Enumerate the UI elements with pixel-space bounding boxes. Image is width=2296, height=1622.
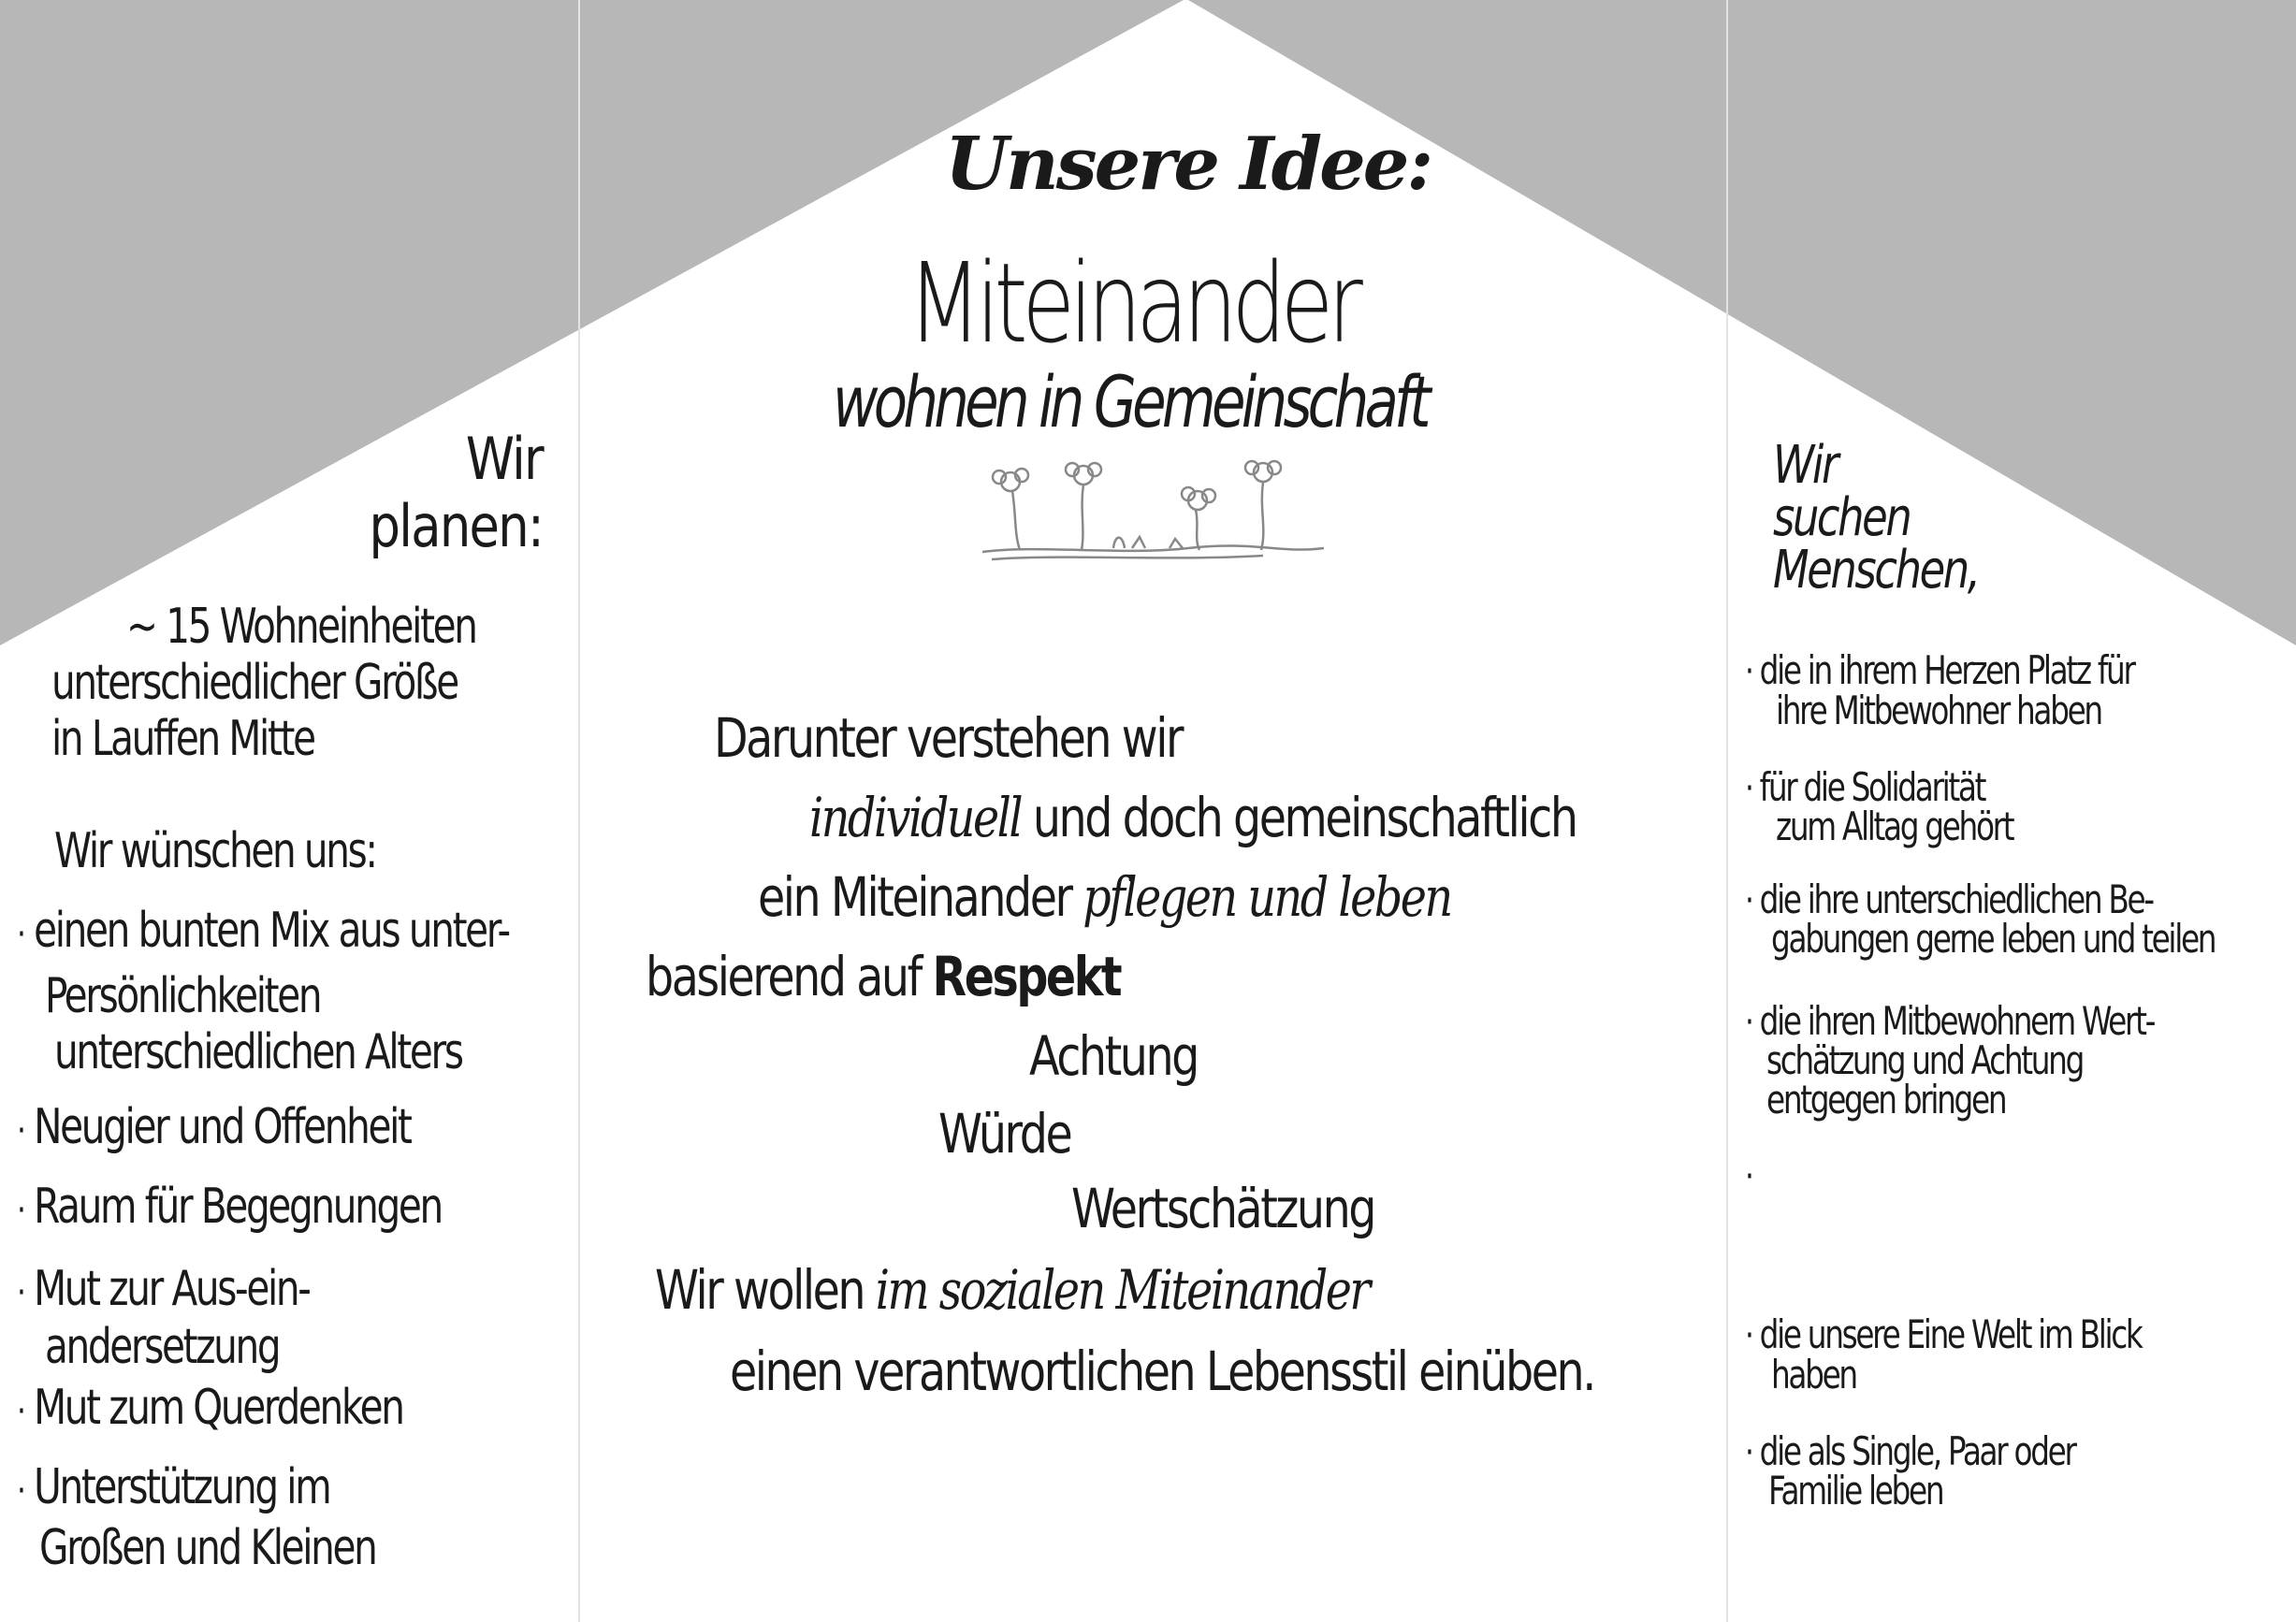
- idea-miteinander: ein Miteinander: [758, 865, 1083, 929]
- idea-line-3: [758, 865, 1451, 929]
- bullet: ·: [1745, 650, 1752, 693]
- idea-line-5: [655, 1258, 1369, 1322]
- idea-line-2: [809, 786, 1577, 849]
- wish-heading: Wir wünschen uns:: [54, 823, 376, 879]
- wish-3-text: Raum für Begegnungen: [34, 1179, 442, 1235]
- sub-motto: wohnen in Gemeinschaft: [833, 360, 1427, 443]
- item-3-line-1: die ihre unterschiedlichen Be-: [1759, 876, 2153, 922]
- bullet: ·: [1745, 1314, 1752, 1357]
- bullet: ·: [1745, 1001, 1752, 1044]
- wish-6-line-2: Großen und Kleinen: [39, 1520, 376, 1576]
- idea-pflegen-leben: pflegen und leben: [1083, 865, 1451, 929]
- fold-line-left: [578, 0, 580, 1622]
- wish-1-line-3: unterschiedlichen Alters: [54, 1024, 462, 1080]
- bullet: ·: [17, 1271, 24, 1314]
- wish-6-line-1: Unterstützung im: [34, 1459, 330, 1515]
- item-4-line-2: schätzung und Achtung: [1766, 1037, 2084, 1083]
- idea-title: Unsere Idee:: [945, 122, 1431, 207]
- bullet: ·: [1745, 1431, 1752, 1474]
- item-1-line-2: ihre Mitbewohner haben: [1776, 688, 2101, 733]
- flowers-doodle: [982, 458, 1329, 571]
- item-3-line-2: gabungen gerne leben und teilen: [1771, 916, 2216, 962]
- item-1-line-1: die in ihrem Herzen Platz für: [1759, 647, 2134, 693]
- value-wertschaetzung: Wertschätzung: [1071, 1177, 1375, 1240]
- item-6-line-2: haben: [1771, 1352, 1856, 1398]
- search-item-6: [1745, 1311, 2142, 1357]
- bullet: ·: [1745, 879, 1752, 922]
- units-line-3: in Lauffen Mitte: [51, 711, 314, 767]
- wish-4-line-1: Mut zur Aus-ein-: [34, 1261, 310, 1317]
- item-4-line-3: entgegen bringen: [1766, 1077, 2006, 1122]
- wish-item-2: [17, 1099, 411, 1155]
- wish-item-5: [17, 1380, 403, 1436]
- idea-basierend: basierend auf: [646, 945, 933, 1008]
- wish-1-line-2: Persönlichkeiten: [45, 968, 321, 1024]
- item-6-line-1: die unsere Eine Welt im Blick: [1759, 1311, 2142, 1357]
- bullet: ·: [17, 1189, 24, 1232]
- bullet: ·: [1745, 1155, 1752, 1198]
- bullet: ·: [17, 1470, 24, 1513]
- value-wuerde: Würde: [938, 1102, 1071, 1166]
- search-item-1: [1745, 647, 2134, 693]
- bullet: ·: [17, 1109, 24, 1152]
- idea-line-6: einen verantwortlichen Lebensstil einüben.: [730, 1340, 1594, 1403]
- bullet: ·: [1745, 767, 1752, 810]
- units-line-1: ~ 15 Wohneinheiten: [126, 599, 476, 655]
- motto: Miteinander: [908, 239, 1358, 368]
- wish-4-line-2: andersetzung: [45, 1319, 280, 1375]
- fold-line-right: [1726, 0, 1728, 1622]
- search-heading: [1773, 435, 1979, 601]
- bullet: ·: [17, 1390, 24, 1433]
- idea-wir-wollen: Wir wollen: [655, 1258, 876, 1322]
- wish-item-3: [17, 1179, 442, 1235]
- idea-sozialen-miteinander: im sozialen Miteinander: [875, 1258, 1369, 1322]
- idea-gemeinschaftlich: und doch gemeinschaftlich: [1021, 786, 1577, 849]
- idea-line-1-text: Darunter verstehen wir: [714, 706, 1183, 770]
- item-7-line-2: Familie leben: [1768, 1468, 1943, 1513]
- item-7-line-1: die als Single, Paar oder: [1759, 1428, 2075, 1474]
- search-heading-line-1: Wir: [1773, 435, 1837, 496]
- idea-line-4: [646, 945, 1120, 1008]
- plan-heading-line-1: Wir: [465, 425, 543, 493]
- wish-item-4: [17, 1261, 310, 1317]
- wish-5-text: Mut zum Querdenken: [34, 1380, 403, 1436]
- item-4-line-1: die ihren Mitbewohnern Wert-: [1759, 998, 2155, 1044]
- wish-1-line-1: einen bunten Mix aus unter-: [34, 903, 509, 959]
- plan-heading: [368, 426, 543, 560]
- value-respekt: Respekt: [932, 945, 1121, 1008]
- value-achtung: Achtung: [1029, 1024, 1198, 1088]
- item-2-line-1: für die Solidarität: [1759, 764, 1985, 810]
- search-heading-line-2: suchen: [1773, 487, 1911, 548]
- search-heading-line-3: Menschen,: [1773, 540, 1979, 601]
- search-item-5-empty: [1745, 1155, 1752, 1197]
- wish-item-1: [17, 903, 509, 959]
- item-2-line-2: zum Alltag gehört: [1776, 804, 2013, 849]
- wish-2-text: Neugier und Offenheit: [34, 1099, 411, 1155]
- wish-item-6: [17, 1459, 329, 1515]
- bullet: ·: [17, 913, 24, 956]
- idea-line-1: [714, 706, 1182, 770]
- units-line-2: unterschiedlicher Größe: [51, 655, 458, 711]
- plan-heading-line-2: planen:: [369, 492, 543, 560]
- idea-individuell: individuell: [809, 786, 1022, 849]
